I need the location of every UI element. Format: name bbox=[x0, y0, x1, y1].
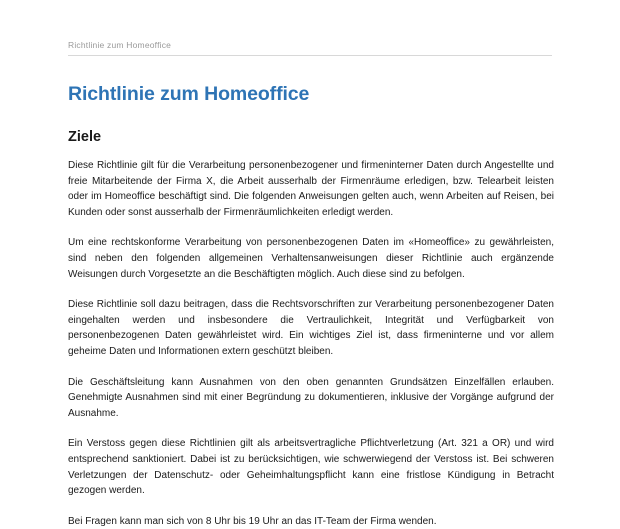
paragraph: Diese Richtlinie soll dazu beitragen, dass die Rechtsvorschriften zur Verarbeitung personenbezogener Daten eingehalten werden und insbesondere die Vertraulichkeit, Integrität und Verfügbarkeit von personenbezogenen Daten gewährleistet wird. Ein wichtiges Ziel ist, dass firmeninterne und vor allem geheime Daten und Informationen extern geschützt bleiben. bbox=[68, 299, 554, 357]
paragraph: Um eine rechtskonforme Verarbeitung von personenbezogenen Daten im «Homeoffice» zu gewährleisten, sind neben den folgenden allgemeinen Verhaltensanweisungen dieser Richtlinie auch ergänzende Weisungen durch Vorgesetzte an die Beschäftigten möglich. Auch diese sind zu befolgen. bbox=[68, 237, 554, 280]
running-header bbox=[68, 40, 552, 56]
paragraph: Bei Fragen kann man sich von 8 Uhr bis 19 Uhr an das IT-Team der Firma wenden. bbox=[68, 515, 437, 527]
paragraph: Diese Richtlinie gilt für die Verarbeitung personenbezogener und firmeninterner Daten durch Angestellte und freie Mitarbeitende der Firma X, die Arbeit ausserhalb der Firmenräume erledigen, bzw. Telearbeit leisten oder im Homeoffice beschäftigt sind. Die folgenden Anweisungen gelten auch, wenn Arbeiten auf Reisen, bei Kunden oder sonst ausserhalb der Firmenräumlichkeiten erledigt werden. bbox=[68, 160, 554, 218]
paragraph: Die Geschäftsleitung kann Ausnahmen von den oben genannten Grundsätzen Einzelfällen erlauben. Genehmigte Ausnahmen sind mit einer Begründung zu dokumentieren, inklusive der Vorgänge aufgrund der Ausnahme. bbox=[68, 376, 554, 419]
section-heading-ziele: Ziele bbox=[68, 129, 102, 145]
running-header-text: Richtlinie zum Homeoffice bbox=[68, 40, 172, 50]
paragraph: Ein Verstoss gegen diese Richtlinien gilt als arbeitsvertragliche Pflichtverletzung (Art. 321 a OR) und wird entsprechend sanktioniert. Dabei ist zu berücksichtigen, wie schwerwiegend der Verstoss ist. Bei schweren Verletzungen der Datenschutz- oder Geheimhaltungspflicht kann eine fristlose Kündigung in Betracht gezogen werden. bbox=[68, 438, 554, 497]
document-body bbox=[68, 82, 554, 529]
header-divider bbox=[68, 55, 552, 56]
page-title: Richtlinie zum Homeoffice bbox=[68, 83, 310, 105]
